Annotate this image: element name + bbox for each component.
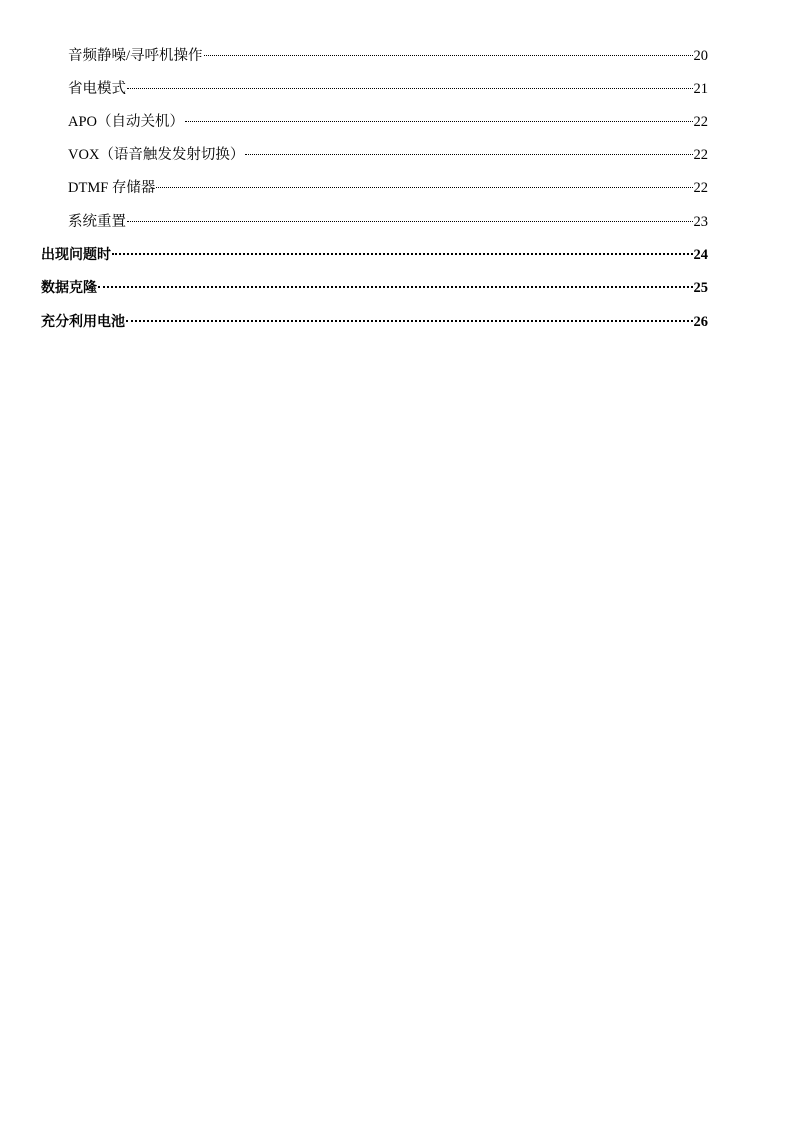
toc-entry-title: 出现问题时	[41, 247, 111, 263]
dot-leader	[156, 187, 692, 188]
toc-entry-vox[interactable]	[68, 144, 708, 166]
toc-entry-troubleshooting[interactable]	[41, 244, 708, 266]
toc-entry-page: 26	[693, 314, 708, 330]
toc-entry-power-save[interactable]	[68, 78, 708, 100]
toc-entry-data-cloning[interactable]	[41, 277, 708, 299]
toc-entry-page: 21	[693, 81, 708, 97]
toc-entry-title: APO（自动关机）	[68, 114, 185, 130]
toc-entry-dtmf-memory[interactable]	[68, 177, 708, 199]
dot-leader	[245, 154, 692, 155]
toc-entry-title: DTMF 存储器	[68, 180, 156, 196]
toc-entry-battery-usage[interactable]	[41, 311, 708, 333]
toc-entry-page: 20	[693, 48, 708, 64]
dot-leader	[127, 88, 693, 89]
toc-entry-title: VOX（语音触发发射切换）	[68, 147, 245, 163]
toc-entry-title: 省电模式	[68, 81, 126, 97]
toc-entry-title: 充分利用电池	[41, 314, 125, 330]
toc-entry-page: 23	[693, 214, 708, 230]
dot-leader	[204, 55, 693, 56]
dot-leader	[126, 320, 693, 322]
toc-entry-system-reset[interactable]	[68, 211, 708, 233]
toc-entry-page: 24	[693, 247, 708, 263]
dot-leader	[127, 221, 693, 222]
toc-entry-title: 音频静噪/寻呼机操作	[68, 48, 203, 64]
dot-leader	[185, 121, 692, 122]
toc-entry-page: 22	[693, 114, 708, 130]
toc-entry-page: 22	[693, 180, 708, 196]
toc-entry-page: 25	[693, 280, 708, 296]
toc-entry-apo[interactable]	[68, 111, 708, 133]
dot-leader	[112, 253, 693, 255]
toc-entry-page: 22	[693, 147, 708, 163]
toc-entry-squelch-pager[interactable]	[68, 45, 708, 67]
toc-entry-title: 系统重置	[68, 214, 126, 230]
dot-leader	[98, 286, 693, 288]
toc-entry-title: 数据克隆	[41, 280, 97, 296]
